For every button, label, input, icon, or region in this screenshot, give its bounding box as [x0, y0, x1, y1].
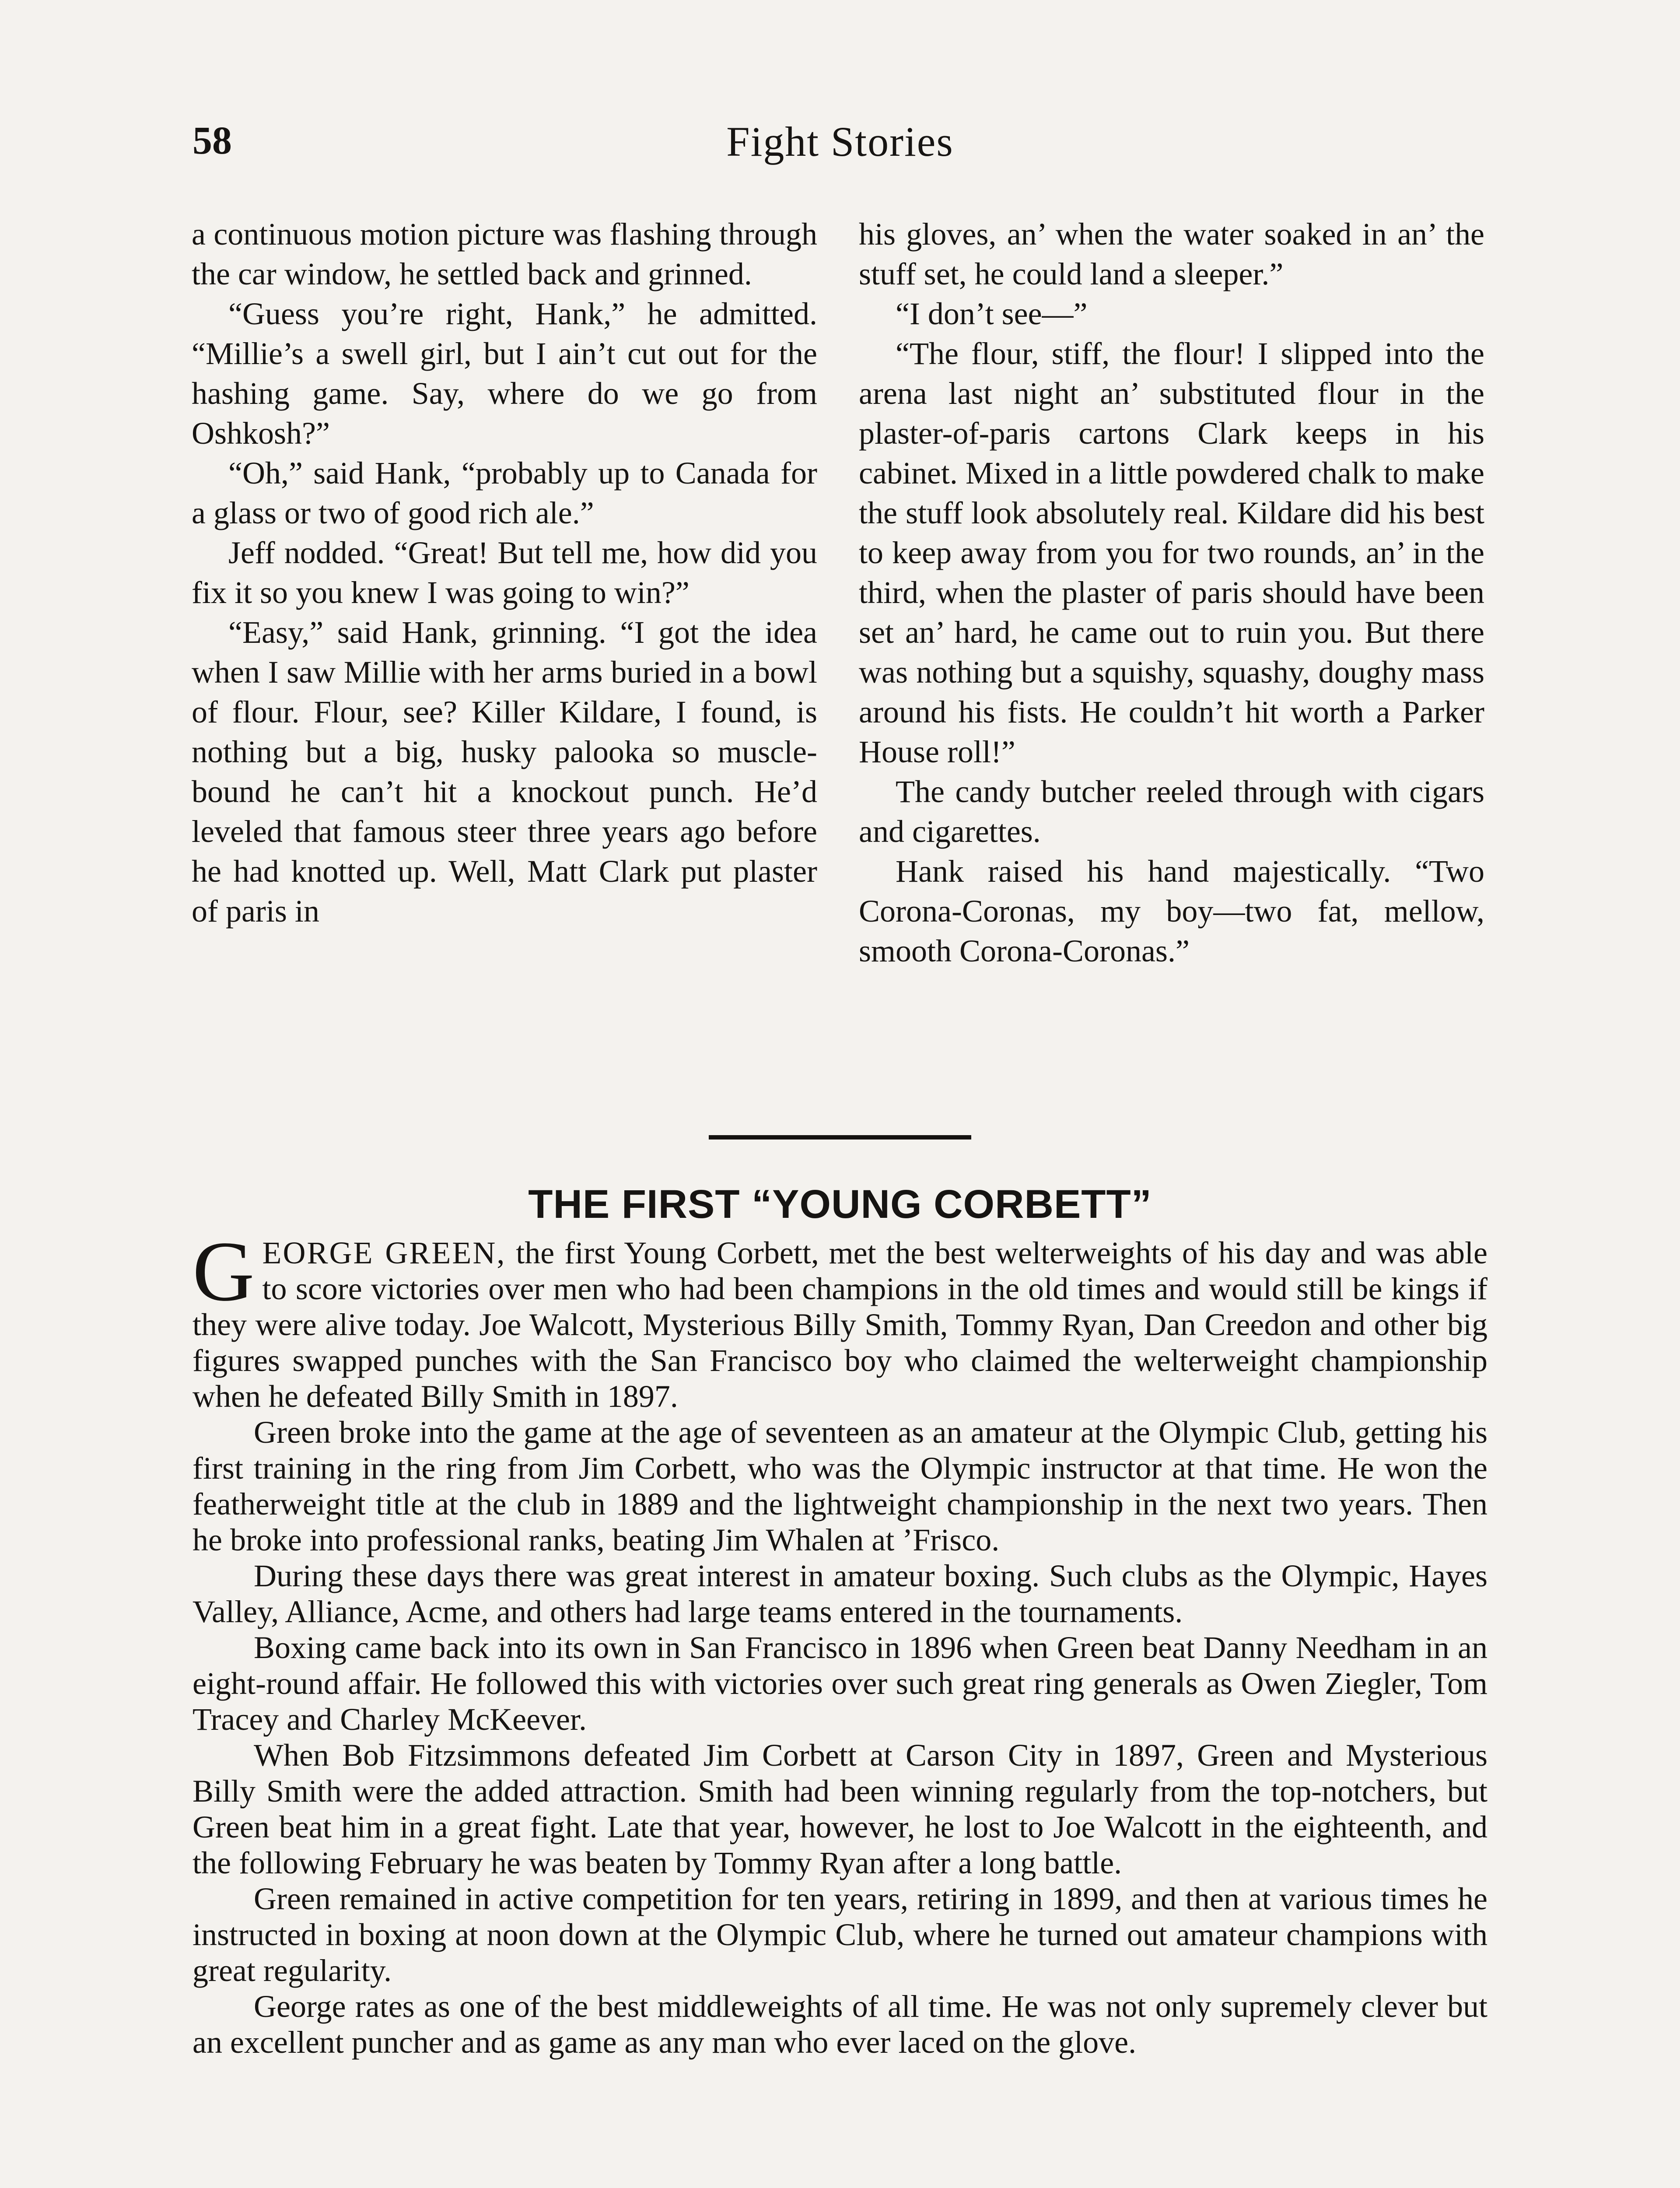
story-paragraph: “I don’t see—”: [896, 296, 1088, 331]
story-paragraph: a continuous motion picture was flashing through the car window, he settled back and grinned.: [192, 217, 817, 291]
page-number: 58: [192, 119, 232, 162]
article-paragraph: When Bob Fitzsimmons defeated Jim Corbett at Carson City in 1897, Green and Mysterious Billy Smith were the added attraction. Smith had been winning regularly from the top-notchers, but Green beat him in a great fight. Late that year, however, he lost to Joe Walcott in the eighteenth, and the following February he was beaten by Tommy Ryan after a long battle.: [192, 1738, 1488, 1880]
article-lead-paragraph: [192, 1224, 1488, 1414]
story-paragraph: The candy butcher reeled through with cigars and cigarettes.: [859, 774, 1484, 849]
lead-caps: EORGE GREEN,: [262, 1235, 506, 1270]
story-paragraph: “Guess you’re right, Hank,” he admitted. “Millie’s a swell girl, but I ain’t cut out for the hashing game. Say, where do we go from Oshkosh?”: [192, 296, 817, 451]
article-title: THE FIRST “YOUNG CORBETT”: [528, 1182, 1152, 1227]
story-paragraph: Hank raised his hand majestically. “Two Corona-Coronas, my boy—two fat, mellow, smooth Corona-Coronas.”: [859, 854, 1484, 968]
article-paragraph: George rates as one of the best middleweights of all time. He was not only supremely clever but an excellent puncher and as game as any man who ever laced on the glove.: [192, 1989, 1488, 2060]
story-right-column: [859, 214, 1484, 971]
story-paragraph: Jeff nodded. “Great! But tell me, how did you fix it so you knew I was going to win?”: [192, 535, 817, 610]
story-paragraph: his gloves, an’ when the water soaked in an’ the stuff set, he could land a sleeper.”: [859, 217, 1484, 291]
article-body: [192, 1224, 1488, 2060]
article-paragraph: Green remained in active competition for ten years, retiring in 1899, and then at various times he instructed in boxing at noon down at the Olympic Club, where he turned out amateur champions with great regularity.: [192, 1881, 1488, 1988]
section-divider: [709, 1135, 971, 1140]
story-paragraph: “Oh,” said Hank, “probably up to Canada for a glass or two of good rich ale.”: [192, 456, 817, 530]
story-paragraph: “Easy,” said Hank, grinning. “I got the idea when I saw Millie with her arms buried in a bowl of flour. Flour, see? Killer Kildare, I found, is nothing but a big, husky palooka so muscle-bound he can’t hit a knockout punch. He’d leveled that famous steer three years ago before he had knotted up. Well, Matt Clark put plaster of paris in: [192, 615, 817, 929]
story-paragraph: “The flour, stiff, the flour! I slipped into the arena last night an’ substituted flour in the plaster-of-paris cartons Clark keeps in his cabinet. Mixed in a little powdered chalk to make the stuff look absolutely real. Kildare did his best to keep away from you for two rounds, an’ in the third, when the plaster of paris should have been set an’ hard, he came out to ruin you. But there was nothing but a squishy, squashy, doughy mass around his fists. He couldn’t hit worth a Parker House roll!”: [859, 336, 1484, 769]
story-left-column: [192, 214, 817, 931]
article-paragraph: During these days there was great interest in amateur boxing. Such clubs as the Olympic, Hayes Valley, Alliance, Acme, and others had large teams entered in the tournaments.: [192, 1558, 1488, 1629]
drop-cap: G: [192, 1224, 255, 1319]
article-paragraph: Green broke into the game at the age of seventeen as an amateur at the Olympic Club, getting his first training in the ring from Jim Corbett, who was the Olympic instructor at that time. He won the featherweight title at the club in 1889 and the lightweight championship in the next two years. Then he broke into professional ranks, beating Jim Whalen at ’Frisco.: [192, 1415, 1488, 1557]
running-head: Fight Stories: [726, 118, 954, 165]
article-paragraph: Boxing came back into its own in San Francisco in 1896 when Green beat Danny Needham in an eight-round affair. He followed this with victories over such great ring generals as Owen Ziegler, Tom Tracey and Charley McKeever.: [192, 1630, 1488, 1737]
lead-text: the first Young Corbett, met the best welterweights of his day and was able to score victories over men who had been champions in the old times and would still be kings if they were alive today. Joe Walcott, Mysterious Billy Smith, Tommy Ryan, Dan Creedon and other big figures swapped punches with the San Francisco boy who claimed the welterweight championship when he defeated Billy Smith in 1897.: [192, 1235, 1488, 1414]
